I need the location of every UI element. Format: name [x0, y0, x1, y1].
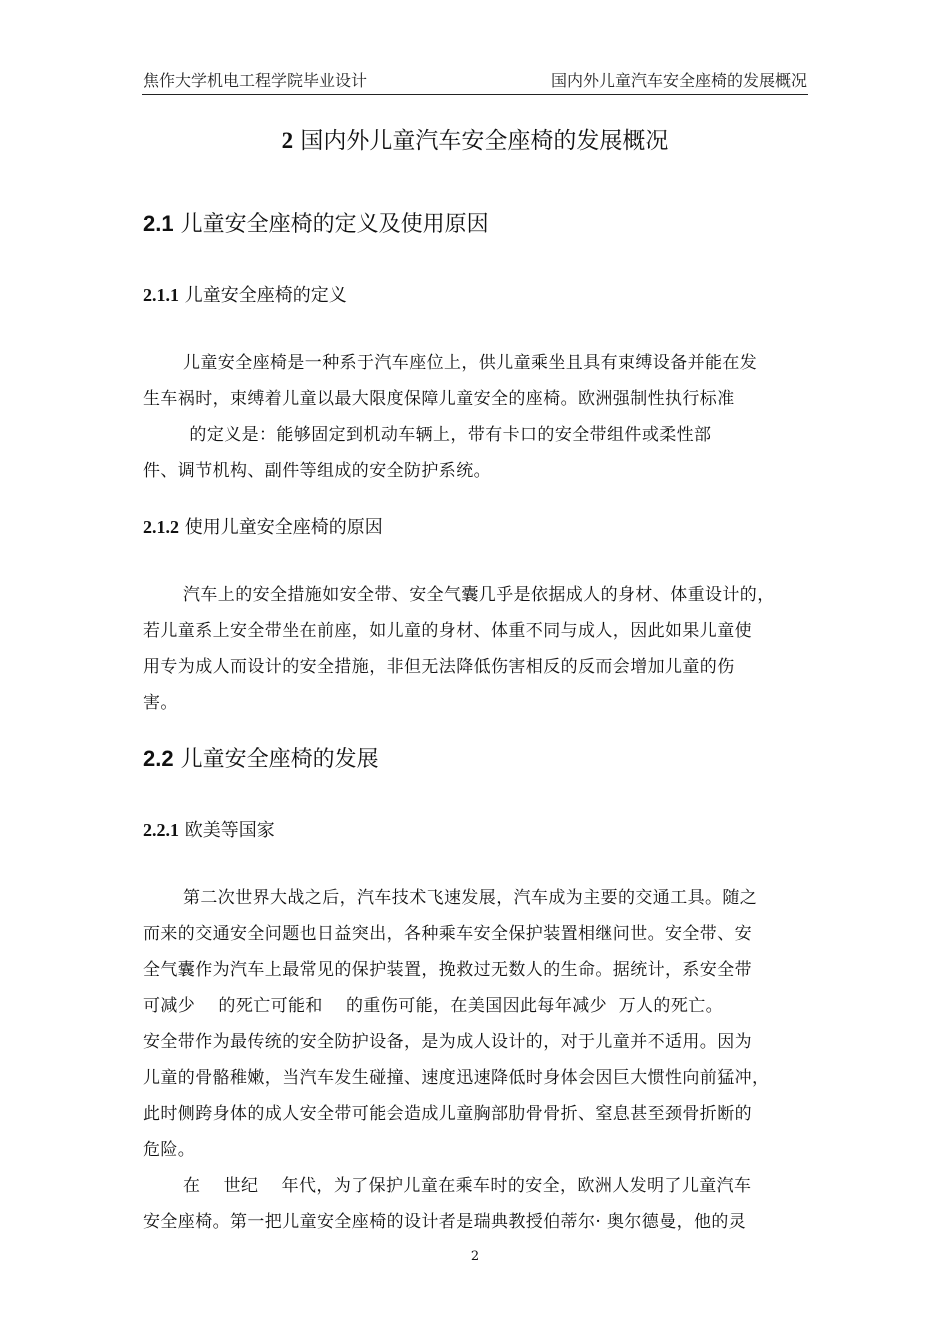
paragraph-line: 汽车上的安全措施如安全带、安全气囊几乎是依据成人的身材、体重设计的， — [183, 585, 775, 605]
subsection-heading-2-1-2 — [143, 513, 383, 539]
paragraph-line: 儿童的骨骼稚嫩，当汽车发生碰撞、速度迅速降低时身体会因巨大惯性向前猛冲， — [143, 1068, 770, 1088]
section-title: 儿童安全座椅的定义及使用原因 — [180, 212, 489, 237]
section-number: 2.2 — [143, 746, 174, 771]
chapter-title — [0, 122, 950, 155]
paragraph-line: 生车祸时，束缚着儿童以最大限度保障儿童安全的座椅。欧洲强制性执行标准 — [143, 389, 735, 409]
section-title: 儿童安全座椅的发展 — [180, 747, 379, 772]
subsection-title: 使用儿童安全座椅的原因 — [184, 517, 383, 538]
paragraph-line: 而来的交通安全问题也日益突出，各种乘车安全保护装置相继问世。安全带、安 — [143, 924, 752, 944]
section-heading-2-2 — [143, 742, 379, 773]
paragraph-line: 的定义是：能够固定到机动车辆上，带有卡口的安全带组件或柔性部 — [143, 425, 712, 445]
header-rule — [142, 94, 808, 95]
chapter-number: 2 — [281, 128, 294, 153]
subsection-number: 2.2.1 — [143, 820, 179, 840]
paragraph-line: 儿童安全座椅是一种系于汽车座位上，供儿童乘坐且具有束缚设备并能在发 — [183, 353, 758, 373]
paragraph-line: 安全带作为最传统的安全防护设备，是为成人设计的，对于儿童并不适用。因为 — [143, 1032, 752, 1052]
chapter-title-text: 国内外儿童汽车安全座椅的发展概况 — [300, 128, 669, 154]
page-number: 2 — [470, 1249, 480, 1264]
running-header-right: 国内外儿童汽车安全座椅的发展概况 — [550, 71, 807, 90]
paragraph-line: 用专为成人而设计的安全措施，非但无法降低伤害相反的反而会增加儿童的伤 — [143, 657, 735, 677]
subsection-title: 欧美等国家 — [184, 820, 275, 841]
paragraph-line: 若儿童系上安全带坐在前座，如儿童的身材、体重不同与成人，因此如果儿童使 — [143, 621, 752, 641]
paragraph-line: 第二次世界大战之后，汽车技术飞速发展，汽车成为主要的交通工具。随之 — [183, 888, 758, 908]
paragraph-line: 害。 — [143, 693, 178, 713]
subsection-title: 儿童安全座椅的定义 — [184, 285, 347, 306]
paragraph-line: 全气囊作为汽车上最常见的保护装置，挽救过无数人的生命。据统计，系安全带 — [143, 960, 752, 980]
section-heading-2-1 — [143, 207, 489, 238]
subsection-number: 2.1.1 — [143, 285, 179, 305]
paragraph-line: 此时侧跨身体的成人安全带可能会造成儿童胸部肋骨骨折、窒息甚至颈骨折断的 — [143, 1104, 752, 1124]
section-number: 2.1 — [143, 211, 174, 236]
subsection-heading-2-1-1 — [143, 281, 347, 307]
paragraph-line: 在 世纪 年代，为了保护儿童在乘车时的安全，欧洲人发明了儿童汽车 — [183, 1176, 752, 1196]
running-header-left: 焦作大学机电工程学院毕业设计 — [143, 71, 368, 90]
paragraph-line: 件、调节机构、副件等组成的安全防护系统。 — [143, 461, 491, 481]
paragraph-line: 可减少 的死亡可能和 的重伤可能，在美国因此每年减少 万人的死亡。 — [143, 996, 724, 1016]
paragraph-line: 危险。 — [143, 1140, 196, 1160]
subsection-heading-2-2-1 — [143, 816, 275, 842]
subsection-number: 2.1.2 — [143, 517, 179, 537]
paragraph-line: 安全座椅。第一把儿童安全座椅的设计者是瑞典教授伯蒂尔· 奥尔德曼，他的灵 — [143, 1212, 747, 1232]
